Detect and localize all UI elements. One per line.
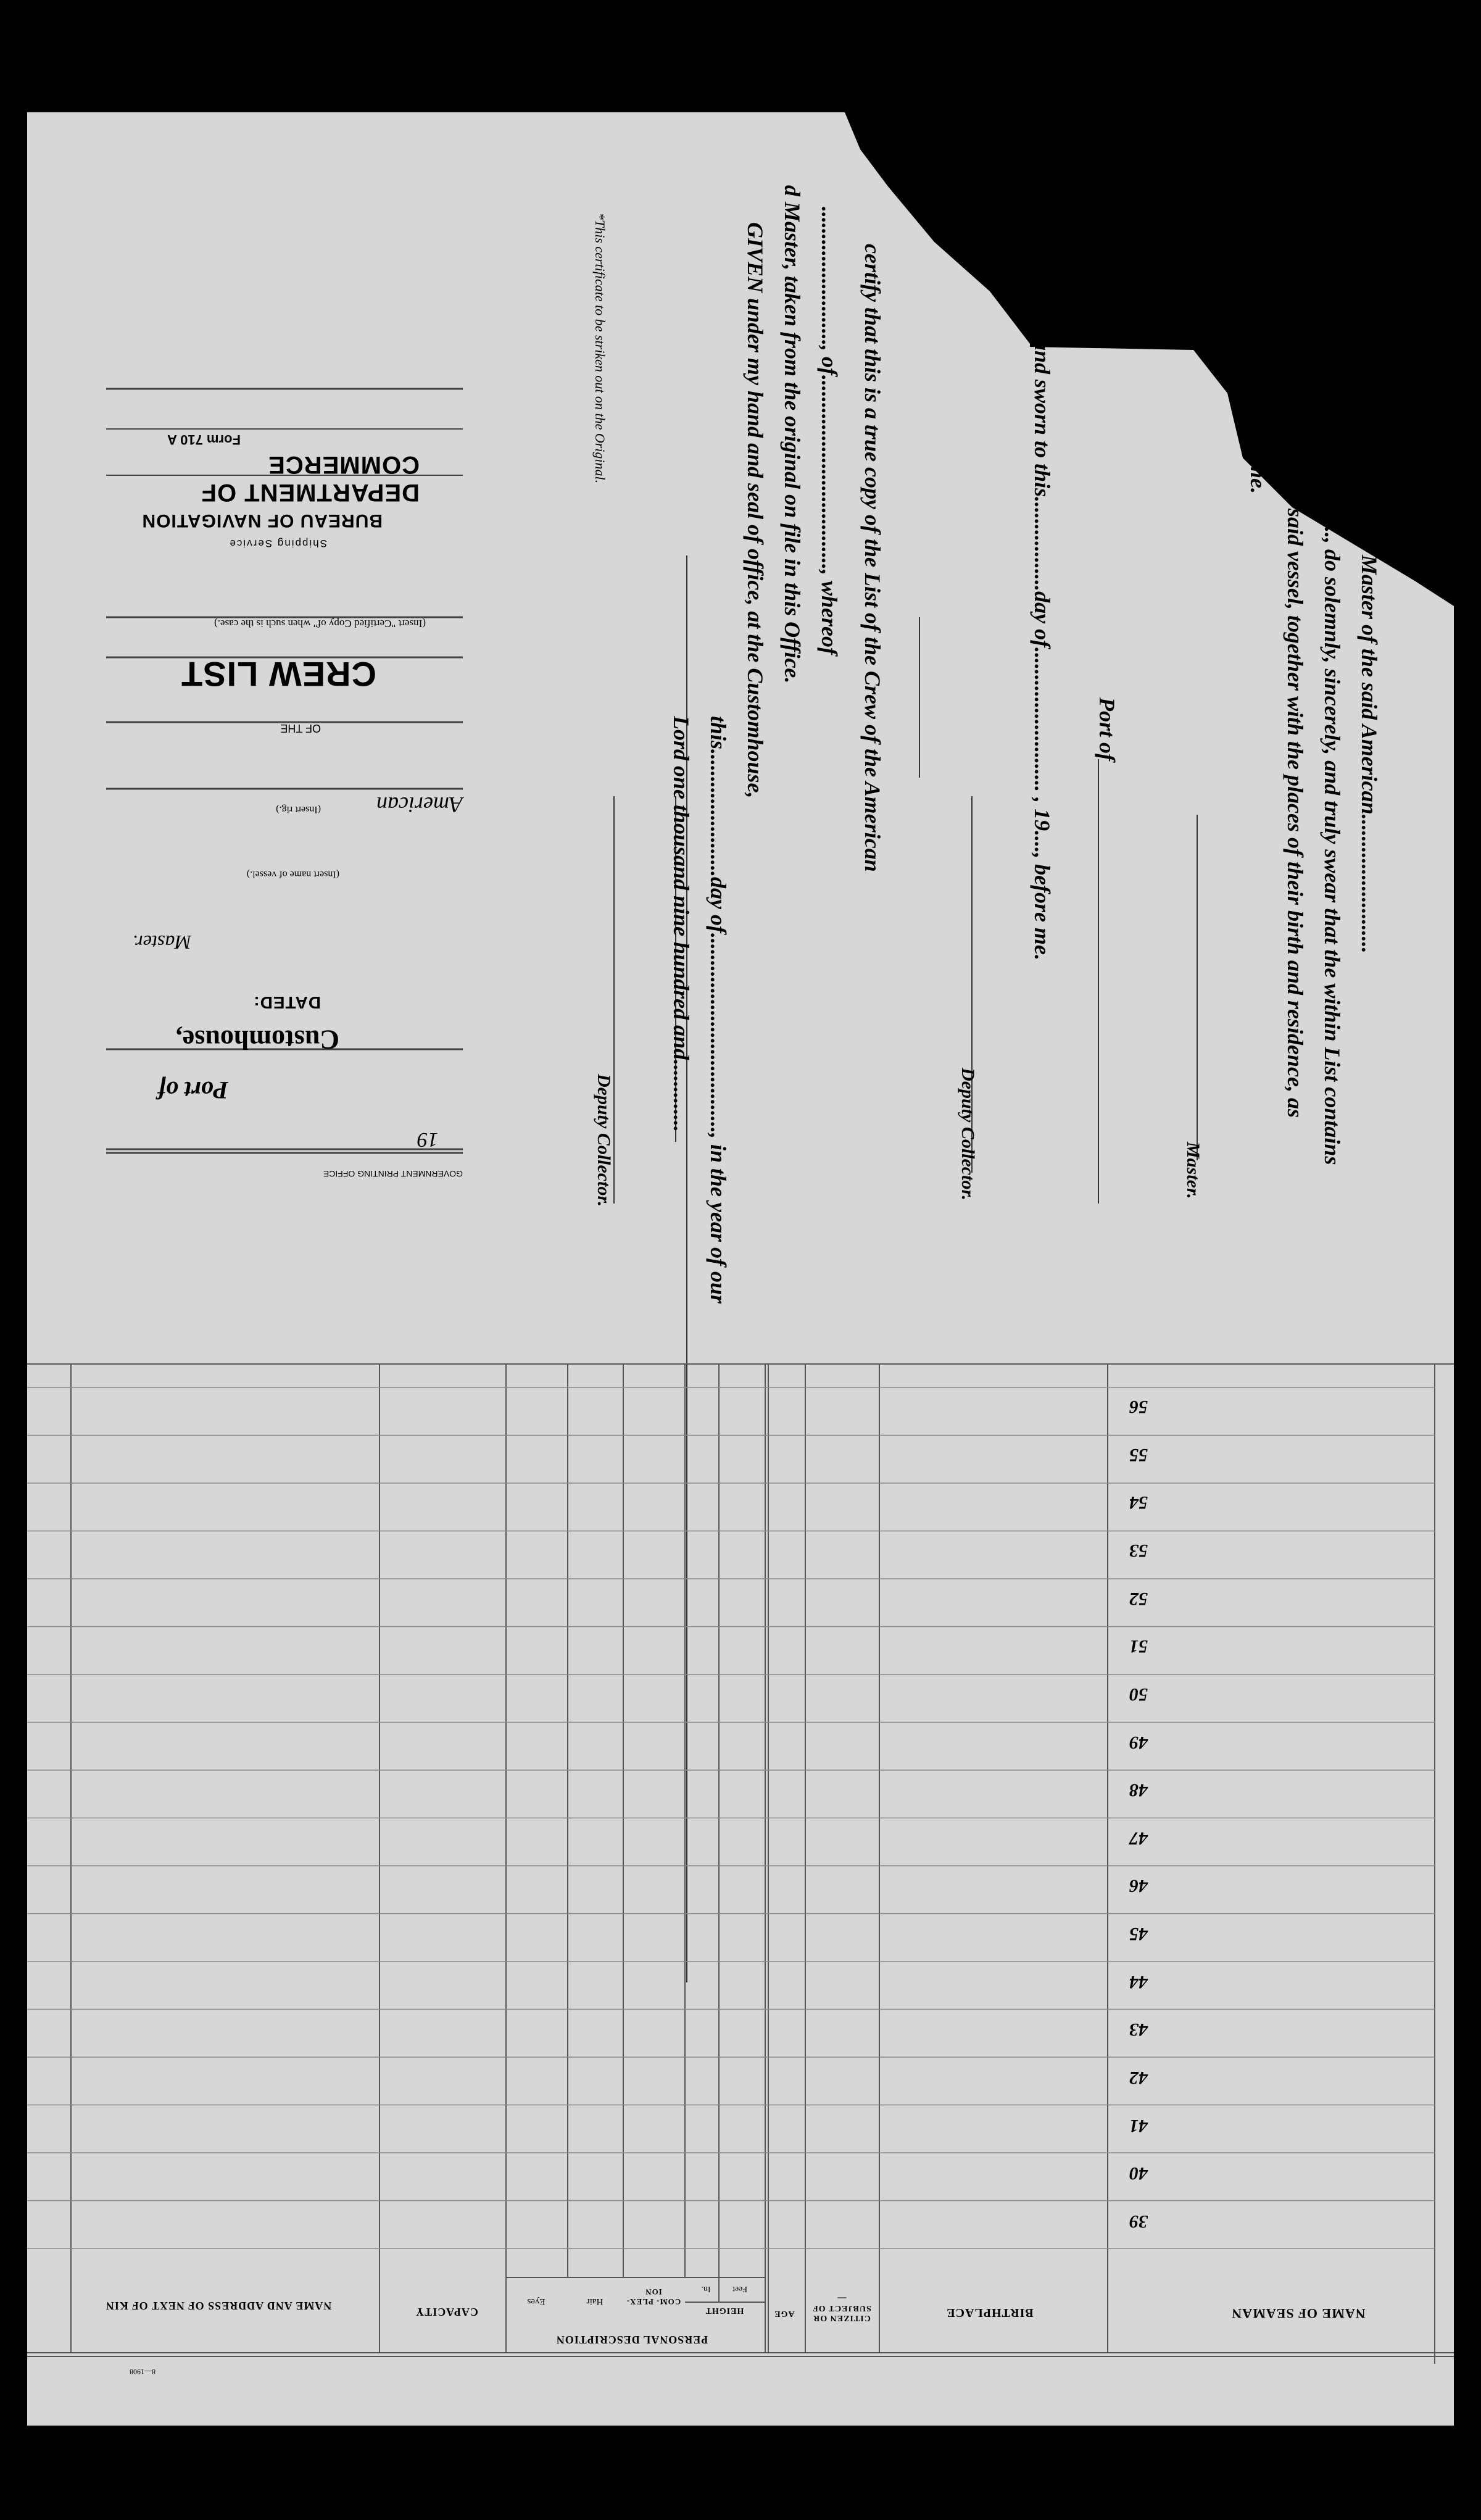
row-number: 52 [1129, 1588, 1148, 1609]
header-capacity: CAPACITY [415, 2306, 478, 2318]
cert-line-4: GIVEN under my hand and seal of office, at the Customhouse, [743, 222, 768, 799]
oath-sworn-line: and sworn to this.................day of.......................... , 19...., before me. [1030, 339, 1055, 961]
header-eyes: Eyes [527, 2297, 546, 2306]
customhouse-label: Customhouse, [175, 1025, 339, 1055]
american-label: American [376, 792, 463, 817]
header-name-of-seaman: NAME OF SEAMAN [1231, 2306, 1366, 2321]
shipping-service: Shipping Service [228, 538, 327, 549]
row-number: 54 [1129, 1492, 1148, 1513]
header-inches: In. [701, 2284, 711, 2293]
row-number: 42 [1129, 2068, 1148, 2089]
footnote: *This certificate to be striken out on the Original. [592, 213, 608, 484]
cert-line-6: Lord one thousand nine hundred and............. [669, 716, 694, 1133]
row-number: 48 [1129, 1780, 1148, 1801]
master-label: Master. [132, 931, 191, 954]
header-complexion: COM- PLEX- ION [626, 2287, 681, 2306]
form-number: Form 710 A [167, 432, 241, 447]
row-number: 46 [1129, 1876, 1148, 1897]
row-number: 41 [1129, 2115, 1148, 2136]
of-the-label: OF THE [280, 722, 321, 734]
department-name: DEPARTMENT OF COMMERCE [201, 451, 420, 506]
row-number: 53 [1129, 1540, 1148, 1561]
cert-line-2: ........................., of..................................., whereof [817, 207, 842, 655]
cert-line-3: d Master, taken from the original on file in this Office. [780, 185, 805, 684]
row-number: 39 [1129, 2211, 1148, 2232]
dated-label: DATED: [253, 993, 321, 1012]
oath-port-of: Port of [1095, 697, 1119, 761]
row-number: 55 [1129, 1444, 1148, 1465]
oath-deputy-collector: Deputy Collector. [958, 1068, 978, 1200]
insert-rig-hint: (Insert rig.) [276, 804, 321, 815]
row-number: 40 [1129, 2163, 1148, 2184]
oath-master-signature: Master. [1183, 1142, 1203, 1199]
print-code: 8—1908 [130, 2368, 156, 2376]
cert-deputy-collector: Deputy Collector. [594, 1074, 614, 1207]
header-next-of-kin: NAME AND ADDRESS OF NEXT OF KIN [105, 2300, 332, 2312]
header-personal-description: PERSONAL DESCRIPTION [555, 2334, 708, 2346]
row-number: 45 [1129, 1924, 1148, 1945]
oath-line-3: of the said vessel, together with the places of their birth and residence, as [1283, 451, 1308, 1118]
cert-line-1: certify that this is a true copy of the List of the Crew of the American [860, 244, 885, 872]
row-number: 47 [1129, 1828, 1148, 1848]
header-age: AGE [774, 2309, 795, 2318]
port-of-label: Port of [157, 1076, 228, 1104]
header-citizen: CITIZEN OR SUBJECT OF— [812, 2293, 871, 2322]
header-height: HEIGHT [705, 2306, 744, 2315]
insert-vessel-hint: (Insert name of vessel.) [246, 869, 339, 880]
oath-line-1: ........., Master of the said American......................... [1357, 494, 1382, 954]
date-nineteen: 19 [417, 1128, 438, 1151]
bureau-name: BUREAU OF NAVIGATION [141, 510, 383, 531]
crew-list-title: CREW LIST [181, 655, 376, 694]
row-number: 50 [1129, 1684, 1148, 1705]
row-number: 51 [1129, 1636, 1148, 1657]
cert-line-5: this.......................day of...................................., in the year of our [706, 716, 731, 1304]
certified-copy-hint: (Insert "Certified Copy of" when such is the case.) [214, 618, 426, 630]
row-number: 43 [1129, 2019, 1148, 2040]
oath-line-2: ........, do solemnly, sincerely, and truly swear that the within List contains [1320, 494, 1345, 1165]
oath-line-4: e same. [1246, 426, 1271, 494]
row-number: 56 [1129, 1397, 1148, 1417]
header-feet: Feet [732, 2284, 748, 2293]
header-birthplace: BIRTHPLACE [946, 2306, 1034, 2319]
row-number: 44 [1129, 1971, 1148, 1992]
printing-office: GOVERNMENT PRINTING OFFICE [323, 1169, 463, 1179]
row-number: 49 [1129, 1732, 1148, 1753]
header-hair: Hair [586, 2297, 604, 2306]
